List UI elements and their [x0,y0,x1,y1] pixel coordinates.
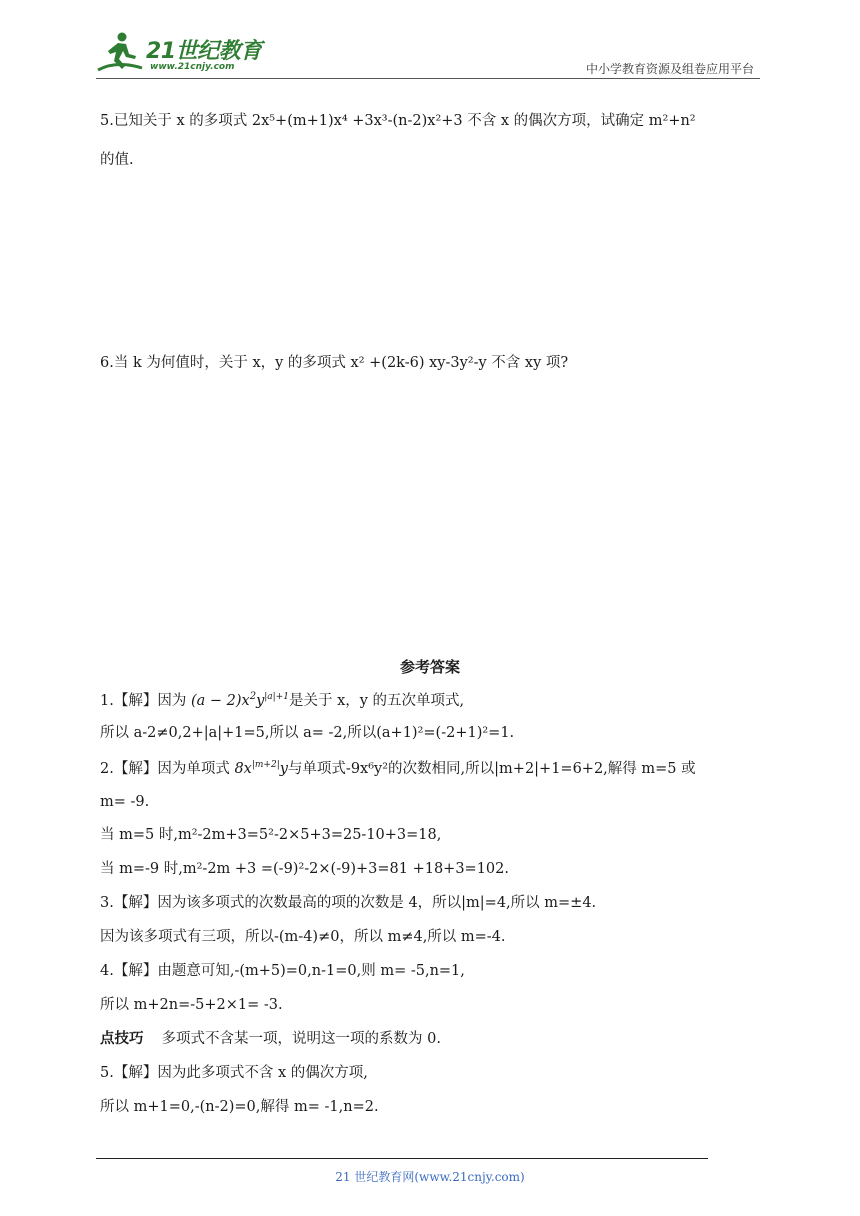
tip-text: 多项式不含某一项，说明这一项的系数为 0. [161,1031,441,1047]
answer-3-line-2: 因为该多项式有三项，所以-(m-4)≠0，所以 m≠4,所以 m=-4. [100,929,506,945]
footer-link[interactable]: 21 世纪教育网(www.21cnjy.com) [335,1170,525,1184]
answer-4-line-1: 4.【解】由题意可知,-(m+5)=0,n-1=0,则 m= -5,n=1, [100,963,465,979]
answer-2-prefix: 2.【解】因为单项式 [100,760,235,777]
footer-divider [96,1158,708,1159]
answer-1-line-1 [100,692,464,708]
answer-3-line-1: 3.【解】因为该多项式的次数最高的项的次数是 4，所以|m|=4,所以 m=±4. [100,895,597,911]
question-5-line-1: 5.已知关于 x 的多项式 2x⁵+(m+1)x⁴ +3x³-(n-2)x²+3 不含 x 的偶次方项，试确定 m²+n² [100,113,696,129]
question-6: 6.当 k 为何值时，关于 x，y 的多项式 x² +(2k-6) xy-3y²-y 不含 xy 项? [100,355,569,371]
answer-2-line-3: 当 m=5 时,m²-2m+3=5²-2×5+3=25-10+3=18, [100,827,442,843]
tip-label: 点技巧 [100,1031,144,1047]
answers-title: 参考答案 [399,658,460,676]
answer-1-prefix: 1.【解】因为 [100,692,191,709]
answer-1-line-2: 所以 a-2≠0,2+|a|+1=5,所以 a= -2,所以(a+1)²=(-2+1)²=1. [100,725,515,741]
answer-2-math: $8x^{|m+2|}y$ [234,760,288,777]
answer-4-line-2: 所以 m+2n=-5+2×1= -3. [100,997,283,1013]
platform-name: 中小学教育资源及组卷应用平台 [585,62,754,76]
answer-1-math: $(a - 2)x^2y^{|a|+1}$ [190,691,289,709]
answer-2-line-2: m= -9. [100,794,150,810]
logo-url: www.21cnjy.com [150,62,235,72]
answer-2-line-4: 当 m=-9 时,m²-2m +3 =(-9)²-2×(-9)+3=81 +18+3=102. [100,861,509,877]
question-5-line-2: 的值. [100,152,134,168]
runner-logo-icon [96,30,146,76]
answer-2-suffix: 与单项式-9x⁶y²的次数相同,所以|m+2|+1=6+2,解得 m=5 或 [287,760,696,777]
site-logo[interactable] [96,28,266,78]
answer-5-line-2: 所以 m+1=0,-(n-2)=0,解得 m= -1,n=2. [100,1099,379,1115]
answer-2-line-1 [100,761,696,776]
answer-1-suffix: 是关于 x，y 的五次单项式, [288,692,465,709]
page-header [96,28,760,80]
logo-text: 21世纪教育 [146,39,262,64]
header-divider [96,78,760,79]
answer-5-line-1: 5.【解】因为此多项式不含 x 的偶次方项, [100,1065,368,1081]
tip-line [100,1032,441,1047]
